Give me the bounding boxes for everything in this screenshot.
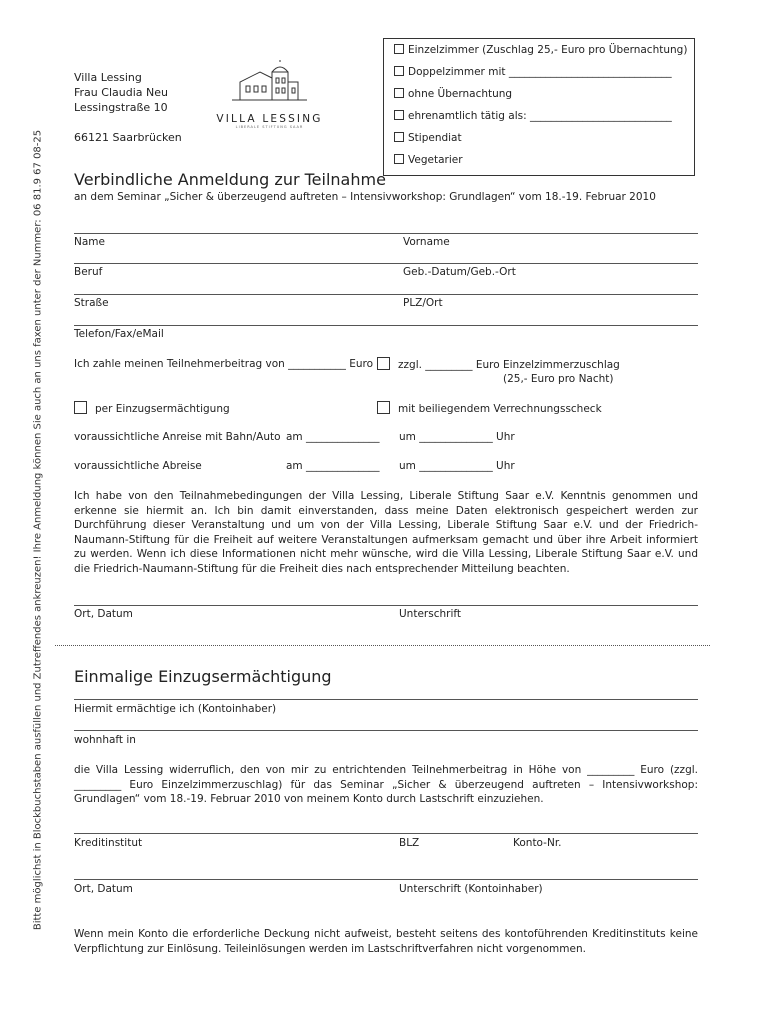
beitrag-text: Ich zahle meinen Teilnehmerbeitrag von ___________ Euro: [74, 358, 374, 370]
checkbox[interactable]: [394, 154, 404, 164]
checkbox[interactable]: [394, 88, 404, 98]
address-line: 66121 Saarbrücken: [74, 131, 182, 144]
logo-name: VILLA LESSING: [216, 113, 323, 125]
field-ort-datum-2[interactable]: Ort, Datum: [74, 883, 133, 895]
field-beruf[interactable]: Beruf: [74, 266, 103, 278]
zuschlag-option[interactable]: zzgl. _________ Euro Einzelzimmerzuschlag: [377, 357, 620, 371]
checkbox[interactable]: [394, 66, 404, 76]
field-kontoinhaber[interactable]: Hiermit ermächtige ich (Kontoinhaber): [74, 703, 277, 715]
side-instruction-text: Bitte möglichst in Blockbuchstaben ausfüllen und Zutreffendes ankreuzen! Ihre Anmeldung können Sie auch an uns faxen unter der Nummer: 06 81.9 67 08-25: [32, 129, 44, 931]
option-einzelzimmer[interactable]: Einzelzimmer (Zuschlag 25,- Euro pro Übernachtung): [394, 44, 687, 56]
divider: [74, 294, 698, 295]
option-ohne-uebernachtung[interactable]: ohne Übernachtung: [394, 88, 512, 100]
villa-building-icon: [212, 60, 327, 116]
field-wohnhaft[interactable]: wohnhaft in: [74, 734, 136, 746]
field-name[interactable]: Name: [74, 236, 105, 248]
field-unterschrift-kontoinhaber[interactable]: Unterschrift (Kontoinhaber): [399, 883, 543, 895]
field-kreditinstitut[interactable]: Kreditinstitut: [74, 837, 143, 849]
field-unterschrift[interactable]: Unterschrift: [399, 608, 461, 620]
address-line: Frau Claudia Neu: [74, 86, 168, 99]
einzug-option[interactable]: per Einzugsermächtigung: [74, 401, 230, 415]
abreise-time[interactable]: um ______________ Uhr: [399, 460, 515, 472]
field-strasse[interactable]: Straße: [74, 297, 109, 309]
option-doppelzimmer[interactable]: Doppelzimmer mit _______________________________: [394, 66, 672, 78]
option-ehrenamtlich[interactable]: ehrenamtlich tätig als: ___________________________: [394, 110, 672, 122]
villa-lessing-logo: [212, 60, 327, 129]
zuschlag-note: (25,- Euro pro Nacht): [503, 373, 614, 385]
terms-text: Ich habe von den Teilnahmebedingungen der Villa Lessing, Liberale Stiftung Saar e.V. Kenntnis genommen und erkenne sie hiermit an. Ich bin damit einverstanden, dass meine Daten elektronisch gespeichert werden zur Durchführung dieser Veranstaltung und um von der Villa Lessing, Liberale Stiftung Saar e.V. und der Friedrich-Naumann-Stiftung für die Freiheit auf weitere Veranstaltungen aufmerksam gemacht und über ihre Arbeit informiert zu werden. Wenn ich diese Informationen nicht mehr wünsche, wird die Villa Lessing, Liberale Stiftung Saar e.V. und die Friedrich-Naumann-Stiftung für die Freiheit dies nach entsprechender Mitteilung beachten.: [74, 490, 698, 575]
field-blz[interactable]: BLZ: [399, 837, 420, 849]
field-konto-nr[interactable]: Konto-Nr.: [513, 837, 562, 849]
divider: [74, 833, 698, 834]
checkbox[interactable]: [377, 401, 390, 414]
checkbox[interactable]: [394, 44, 404, 54]
einzug-text: die Villa Lessing widerruflich, den von mir zu entrichtenden Teilnehmerbeitrag in Höhe von _________ Euro (zzgl. _________ Euro Einzelzimmerzuschlag) für das Seminar „Sicher & überzeugend auftreten – Intensivworkshop: Grundlagen“ vom 18.-19. Februar 2010 von meinem Konto durch Lastschrift einzuziehen.: [74, 764, 698, 806]
checkbox[interactable]: [377, 357, 390, 370]
cut-line: [55, 645, 710, 646]
divider: [74, 730, 698, 731]
divider: [74, 325, 698, 326]
footer-text: Wenn mein Konto die erforderliche Deckung nicht aufweist, besteht seitens des kontoführenden Kreditinstituts keine Verpflichtung zur Einlösung. Teileinlösungen werden im Lastschriftverfahren nicht vorgenommen.: [74, 928, 698, 955]
form-subtitle: an dem Seminar „Sicher & überzeugend auftreten – Intensivworkshop: Grundlagen“ vom 18.-19. Februar 2010: [74, 191, 656, 203]
form-title: Verbindliche Anmeldung zur Teilnahme: [74, 170, 386, 189]
anreise-date[interactable]: am ______________: [286, 431, 380, 443]
field-geburtsdatum[interactable]: Geb.-Datum/Geb.-Ort: [403, 266, 516, 278]
recipient-address: [74, 70, 182, 145]
divider: [74, 879, 698, 880]
field-telefon[interactable]: Telefon/Fax/eMail: [74, 328, 164, 340]
anreise-time[interactable]: um ______________ Uhr: [399, 431, 515, 443]
options-box: [383, 38, 695, 176]
divider: [74, 699, 698, 700]
logo-tagline: LIBERALE STIFTUNG SAAR: [235, 125, 304, 129]
checkbox[interactable]: [394, 132, 404, 142]
address-line: Lessingstraße 10: [74, 101, 168, 114]
option-vegetarier[interactable]: Vegetarier: [394, 154, 463, 166]
field-vorname[interactable]: Vorname: [403, 236, 450, 248]
divider: [74, 605, 698, 606]
abreise-date[interactable]: am ______________: [286, 460, 380, 472]
option-stipendiat[interactable]: Stipendiat: [394, 132, 462, 144]
field-ort-datum[interactable]: Ort, Datum: [74, 608, 133, 620]
divider: [74, 233, 698, 234]
section-title-einzug: Einmalige Einzugsermächtigung: [74, 667, 332, 686]
anreise-label: voraussichtliche Anreise mit Bahn/Auto: [74, 431, 281, 443]
checkbox[interactable]: [74, 401, 87, 414]
checkbox[interactable]: [394, 110, 404, 120]
field-plz-ort[interactable]: PLZ/Ort: [403, 297, 443, 309]
scheck-option[interactable]: mit beiliegendem Verrechnungsscheck: [377, 401, 602, 415]
divider: [74, 263, 698, 264]
abreise-label: voraussichtliche Abreise: [74, 460, 202, 472]
address-line: Villa Lessing: [74, 71, 142, 84]
